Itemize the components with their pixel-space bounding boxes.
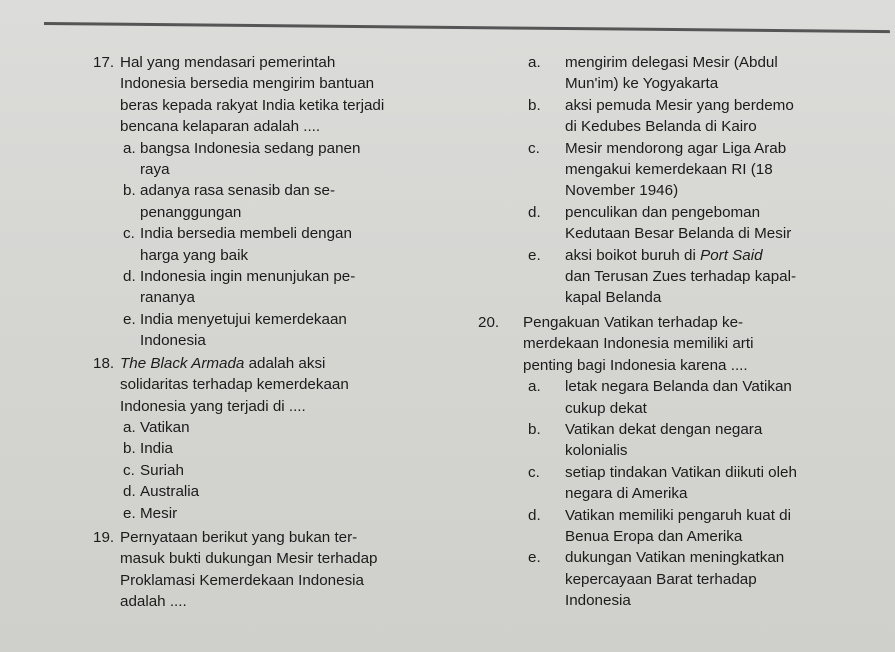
option-18e [93, 503, 473, 524]
option-letter: c. [123, 461, 135, 479]
option-letter: b. [528, 420, 541, 438]
option-18a [93, 417, 473, 438]
option-17b [93, 180, 473, 223]
option-text: India [140, 440, 173, 458]
option-letter: e. [123, 504, 136, 522]
option-text: penculikan dan pengeboman Kedutaan Besar Belanda di Mesir [565, 203, 792, 243]
option-17c [93, 223, 473, 266]
option-text: India menyetujui kemerdekaan Indonesia [140, 310, 347, 350]
option-letter: e. [528, 549, 541, 567]
option-letter: a. [123, 418, 136, 436]
option-18d [93, 481, 473, 502]
option-19d [478, 202, 878, 245]
option-letter: c. [528, 139, 540, 157]
option-text: bangsa Indonesia sedang panen raya [140, 139, 361, 179]
question-number: 18. [93, 354, 115, 372]
option-17a [93, 138, 473, 181]
option-19c [478, 138, 878, 202]
option-19e [478, 245, 878, 309]
option-17d [93, 266, 473, 309]
option-text: Australia [140, 483, 200, 501]
option-letter: a. [528, 378, 541, 396]
option-letter: d. [123, 268, 136, 286]
left-column [93, 52, 473, 613]
option-18c [93, 460, 473, 481]
option-20d [478, 505, 878, 548]
option-letter: c. [123, 225, 135, 243]
question-number: 19. [93, 528, 115, 546]
option-text: setiap tindakan Vatikan diikuti oleh negara di Amerika [565, 463, 797, 503]
question-text: Hal yang mendasari pemerintah Indonesia bersedia mengirim bantuan beras kepada rakyat India ketika terjadi bencana kelaparan adalah .... [120, 54, 385, 136]
option-letter: a. [123, 139, 136, 157]
option-letter: e. [123, 310, 136, 328]
option-text-start: aksi boikot buruh di [565, 246, 701, 264]
option-letter: d. [528, 203, 541, 221]
option-20c [478, 462, 878, 505]
option-text-end: dan Terusan Zues terhadap kapal- kapal Belanda [565, 268, 797, 307]
option-letter: c. [528, 463, 540, 481]
question-number: 20. [478, 313, 500, 331]
option-letter: b. [123, 440, 136, 458]
option-text: India bersedia membeli dengan harga yang baik [140, 225, 352, 264]
question-number: 17. [93, 54, 115, 71]
option-19b [478, 95, 878, 138]
option-19a [478, 52, 878, 95]
option-letter: a. [528, 54, 541, 71]
option-text: Indonesia ingin menunjukan pe- rananya [140, 268, 356, 307]
option-20b [478, 419, 878, 462]
question-18 [93, 353, 473, 417]
question-text: Pengakuan Vatikan terhadap ke- merdekaan Indonesia memiliki arti penting bagi Indonesia karena .... [523, 313, 754, 374]
option-text: Mesir mendorong agar Liga Arab mengakui kemerdekaan RI (18 November 1946) [565, 139, 787, 200]
option-letter: b. [123, 182, 136, 200]
option-letter: d. [123, 483, 136, 501]
question-text: solidaritas terhadap kemerdekaan Indonesia yang terjadi di .... [120, 376, 349, 415]
option-20a [478, 376, 878, 419]
option-text: Suriah [140, 461, 184, 479]
option-letter: d. [528, 506, 541, 524]
option-20e [478, 547, 878, 611]
right-column [478, 52, 878, 612]
option-letter: b. [528, 96, 541, 114]
question-text-line1: adalah aksi [244, 354, 326, 372]
top-rule [44, 22, 890, 33]
question-italic-title: The Black Armada [120, 354, 245, 372]
option-18b [93, 438, 473, 459]
question-20 [478, 312, 878, 376]
option-text: mengirim delegasi Mesir (Abdul Mun'im) ke Yogyakarta [565, 54, 778, 93]
option-text-italic: Port Said [700, 246, 763, 264]
option-text: Vatikan dekat dengan negara kolonialis [565, 420, 763, 460]
option-text: Vatikan [140, 418, 190, 436]
option-letter: e. [528, 246, 541, 264]
option-text: dukungan Vatikan meningkatkan kepercayaan Barat terhadap Indonesia [565, 549, 785, 610]
option-text: Mesir [140, 504, 178, 522]
option-17e [93, 309, 473, 352]
option-text: letak negara Belanda dan Vatikan cukup dekat [565, 378, 792, 417]
question-text: Pernyataan berikut yang bukan ter- masuk bukti dukungan Mesir terhadap Proklamasi Kemerdekaan Indonesia adalah .... [120, 528, 378, 611]
option-text: aksi pemuda Mesir yang berdemo di Kedubes Belanda di Kairo [565, 96, 794, 136]
question-17 [93, 52, 473, 138]
option-text: adanya rasa senasib dan se- penanggungan [140, 182, 336, 221]
question-19 [93, 527, 473, 613]
option-text: Vatikan memiliki pengaruh kuat di Benua Eropa dan Amerika [565, 506, 791, 545]
